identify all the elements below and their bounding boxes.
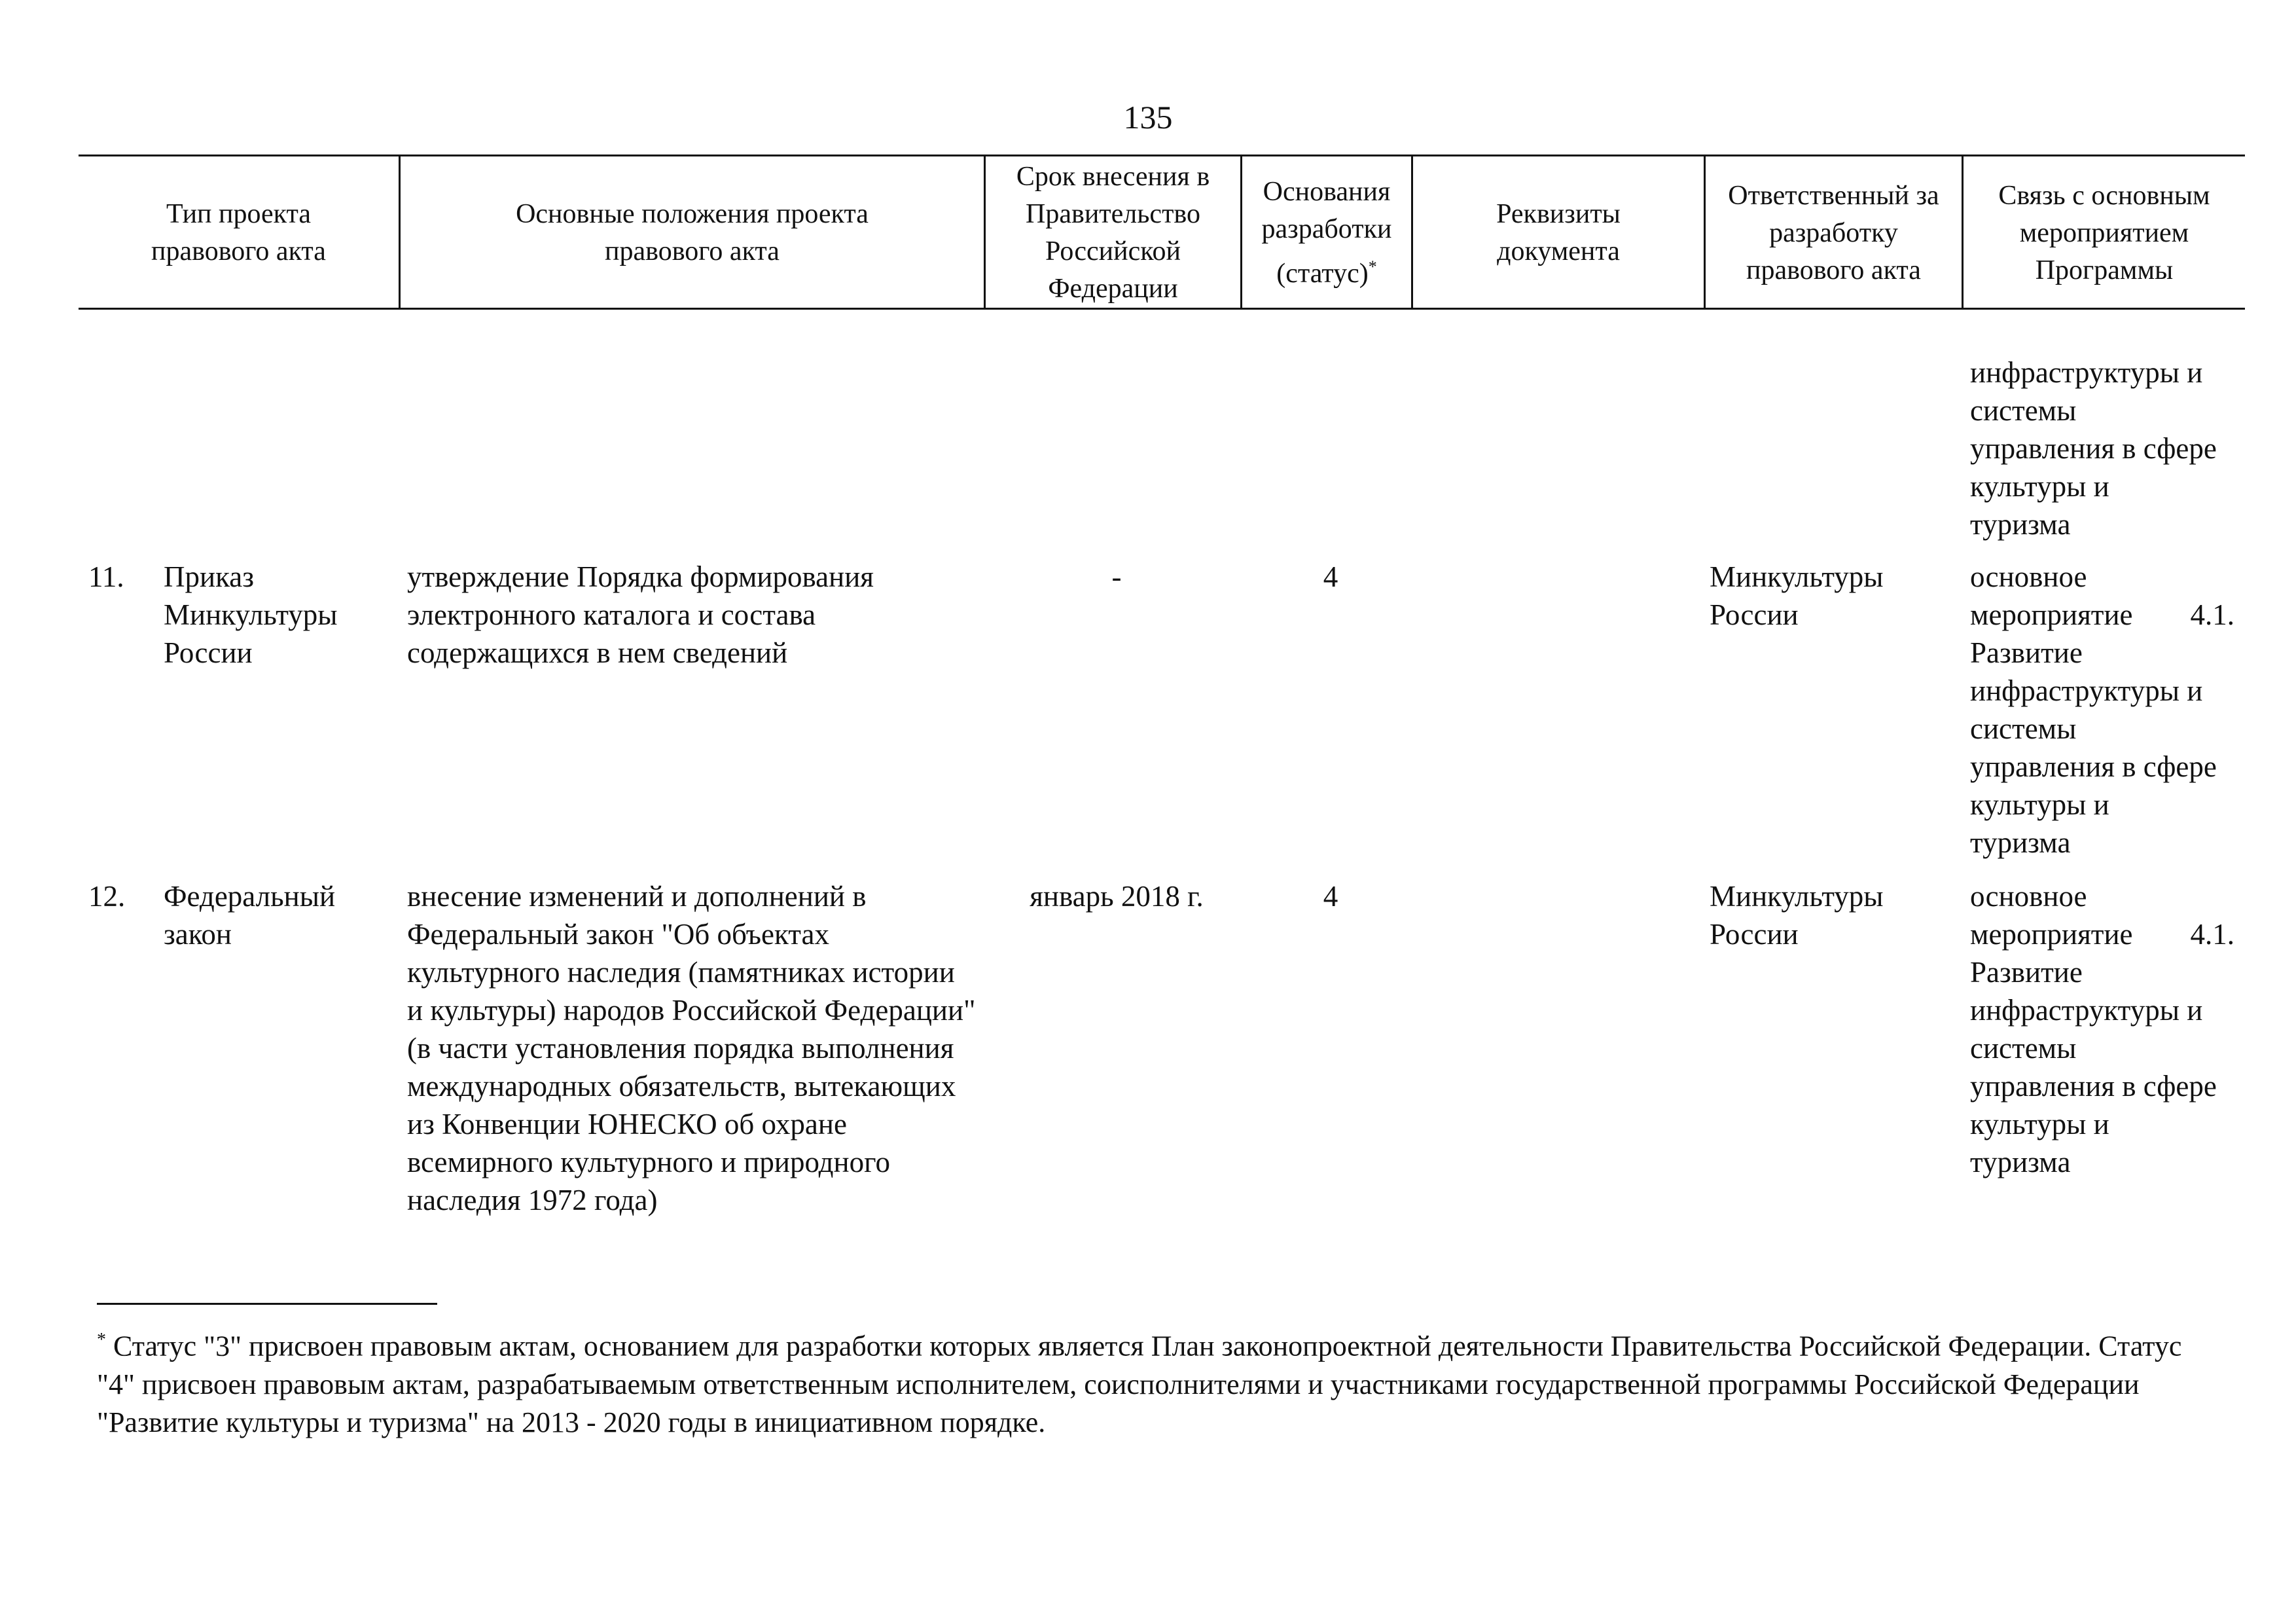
row-program-link: основное мероприятие 4.1. Развитие инфраструктуры и системы управления в сфере культуры и туризма — [1970, 880, 2234, 1178]
row-number: 11. — [88, 560, 124, 593]
header-main-provisions: Основные положения проекта правового акта — [516, 199, 869, 266]
row-type: Федеральный закон — [164, 880, 336, 951]
row-deadline: январь 2018 г. — [1030, 880, 1204, 913]
row-basis: 4 — [1323, 560, 1338, 593]
row-program-link: основное мероприятие 4.1. Развитие инфраструктуры и системы управления в сфере культуры и туризма — [1970, 560, 2234, 859]
row-type: Приказ Минкультуры России — [164, 560, 338, 669]
continuation-program-link: инфраструктуры и системы управления в сфере культуры и туризма — [1970, 356, 2217, 541]
row-main-provisions: утверждение Порядка формирования электронного каталога и состава содержащихся в нем сведений — [407, 560, 874, 669]
row-responsible: Минкультуры России — [1710, 880, 1884, 951]
footnote-marker: * — [97, 1330, 106, 1350]
footnote — [97, 1321, 2211, 1442]
footnote-rule — [97, 1303, 437, 1305]
footnote-text: Статус "3" присвоен правовым актам, основанием для разработки которых является План законопроектной деятельности Правительства Российской Федерации. Статус "4" присвоен правовым актам, разрабатываемым ответственным исполнителем, соисполнителями и участниками государственной программы Российской Федерации "Развитие культуры и туризма" на 2013 - 2020 годы в инициативном порядке. — [97, 1330, 2182, 1438]
header-responsible: Ответственный за разработку правового акта — [1728, 180, 1939, 285]
header-basis — [1242, 157, 1411, 309]
header-basis-text: Основания разработки (статус) — [1261, 177, 1392, 289]
row-main-provisions: внесение изменений и дополнений в Федеральный закон "Об объектах культурного наследия (памятниках истории и культуры) народов Российской Федерации" (в части установления порядка выполнения международных обязательств, вытекающих из Конвенции ЮНЕСКО об охране всемирного культурного и природного наследия 1972 года) — [407, 880, 976, 1216]
row-number: 12. — [88, 880, 126, 913]
footnote-marker: * — [1368, 257, 1377, 276]
header-requisites: Реквизиты документа — [1496, 199, 1621, 266]
header-program-link: Связь с основным мероприятием Программы — [1998, 180, 2210, 285]
row-deadline: - — [1111, 560, 1122, 593]
table-top-rule — [79, 155, 2245, 156]
header-deadline: Срок внесения в Правительство Российской Федерации — [1016, 162, 1210, 304]
header-type: Тип проекта правового акта — [151, 199, 326, 266]
row-basis: 4 — [1323, 880, 1338, 913]
row-responsible: Минкультуры России — [1710, 560, 1884, 631]
page-number: 135 — [1123, 99, 1173, 136]
